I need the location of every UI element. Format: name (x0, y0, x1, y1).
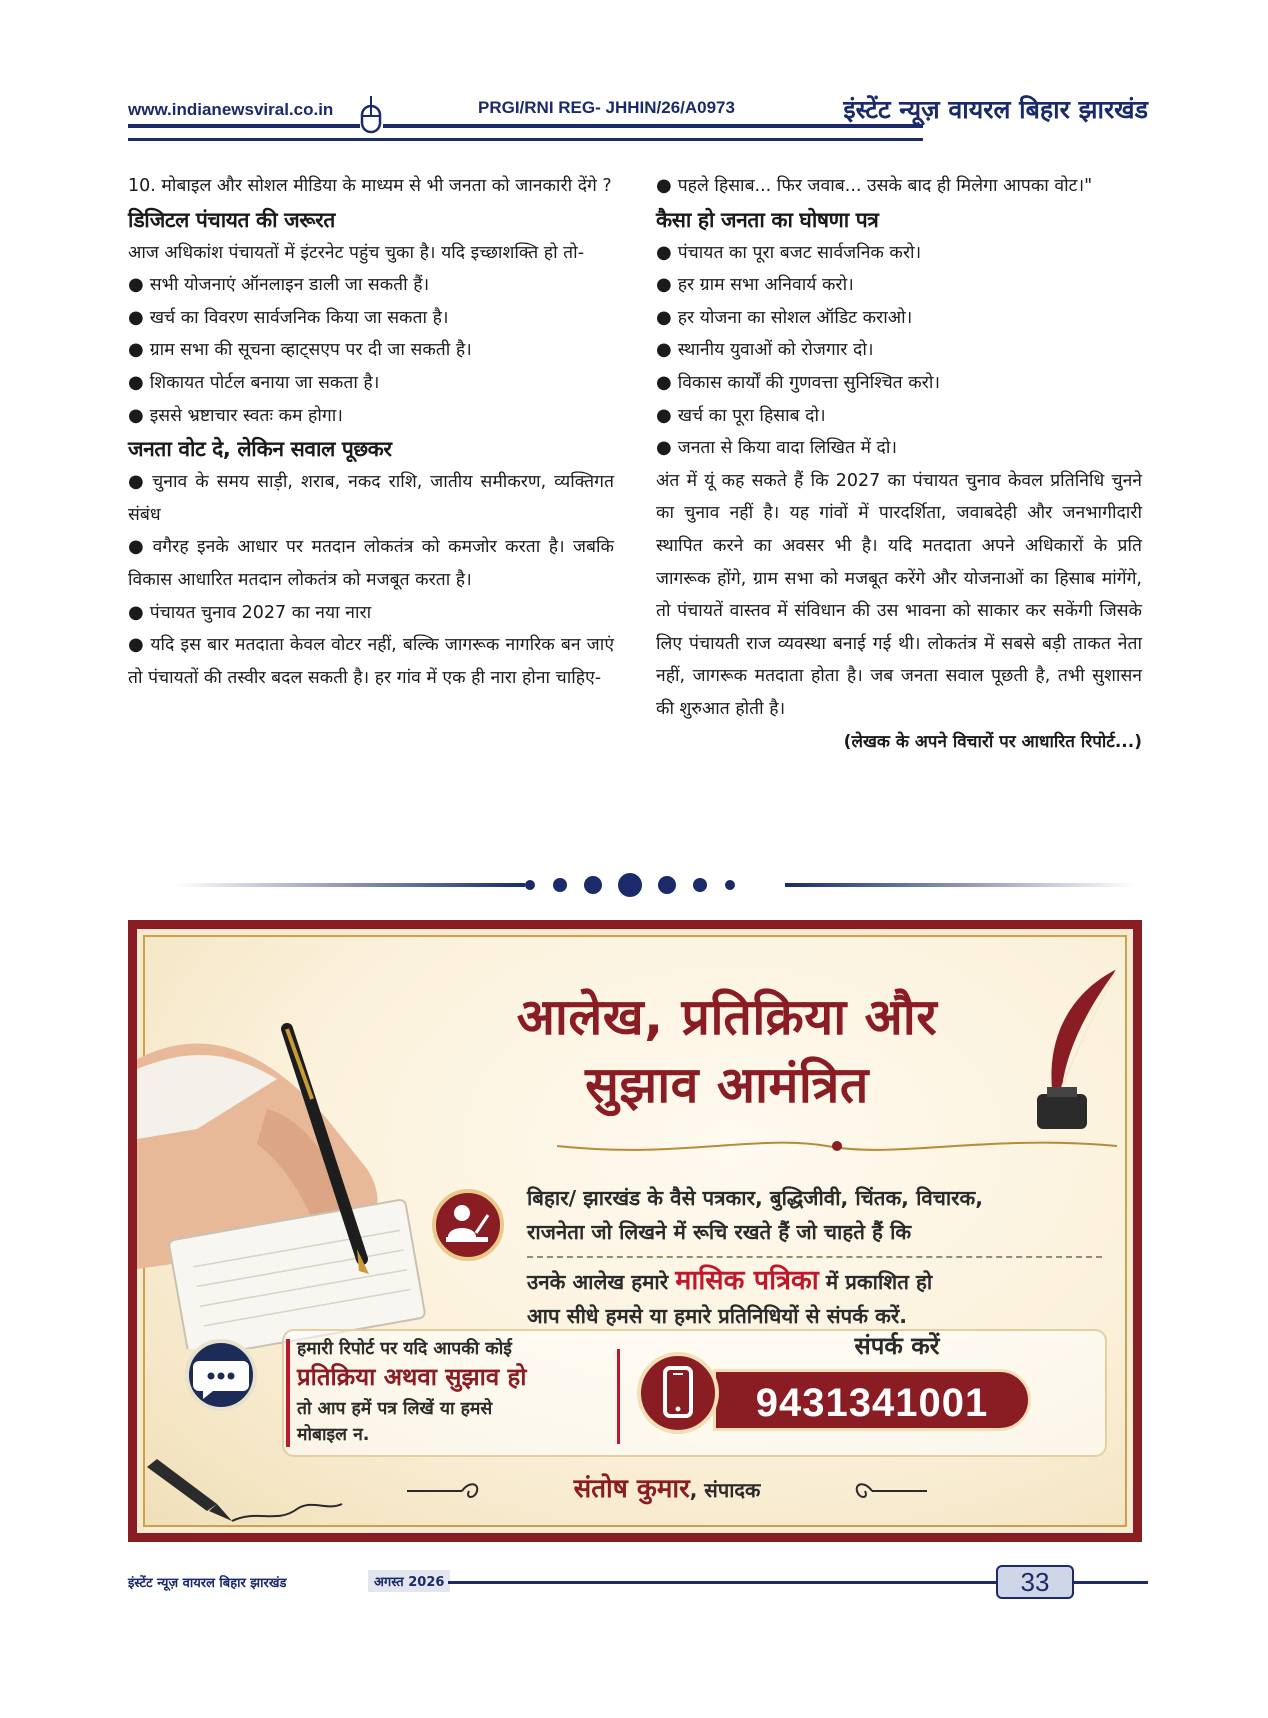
bullet-item: ● ग्राम सभा की सूचना व्हाट्सएप पर दी जा सकती है। (128, 334, 614, 367)
article-left-column (128, 170, 614, 694)
accent-bar (617, 1349, 620, 1444)
website-url[interactable]: www.indianewsviral.co.in (128, 100, 334, 119)
article-conclusion: अंत में यूं कह सकते हैं कि 2027 का पंचायत चुनाव केवल प्रतिनिधि चुनने का चुनाव नहीं है। यह गांवों में पारदर्शिता, जवाबदेही और जनभागीदारी स्थापित करने का अवसर भी है। यदि मतदाता अपने अधिकारों के प्रति जागरूक होंगे, ग्राम सभा को मजबूत करेंगे और योजनाओं का हिसाब मांगेंगे, तो पंचायतें वास्तव में संविधान की उस भावना को साकार कर सकेंगी जिसके लिए पंचायती राज व्यवस्था बनाई गई थी। लोकतंत्र में सबसे बड़ी ताकत नेता नहीं, जागरूक मतदाता होता है। जब जनता सवाल पूछती है, तभी सुशासन की शुरुआत होती है। (656, 470, 1142, 719)
invite-text-fragment: में प्रकाशित हो (825, 1270, 933, 1294)
quill-inkpot-icon (1017, 969, 1127, 1139)
bullet-item: ● चुनाव के समय साड़ी, शराब, नकद राशि, जातीय समीकरण, व्यक्तिगत संबंध (128, 466, 614, 531)
bullet-item: ● विकास कार्यों की गुणवत्ता सुनिश्चित करो। (656, 367, 1142, 400)
footer-publication-name: इंस्टेंट न्यूज़ वायरल बिहार झारखंड (128, 1576, 287, 1591)
bullet-item: ● सभी योजनाएं ऑनलाइन डाली जा सकती हैं। (128, 269, 614, 302)
bullet-item: ● खर्च का पूरा हिसाब दो। (656, 400, 1142, 433)
dashed-divider (527, 1256, 1102, 1258)
editor-signature (387, 1469, 947, 1513)
bullet-item: ● खर्च का विवरण सार्वजनिक किया जा सकता है। (128, 302, 614, 335)
header-rule (128, 124, 360, 128)
flourish-left-icon (407, 1479, 487, 1503)
bullet-item: ● यदि इस बार मतदाता केवल वोटर नहीं, बल्कि जागरूक नागरिक बन जाएं तो पंचायतों की तस्वीर बदल सकती है। हर गांव में एक ही नारा होना चाहिए- (128, 629, 614, 694)
article-right-column (656, 170, 1142, 758)
feedback-text-line: मोबाइल न. (297, 1425, 370, 1445)
contact-label: संपर्क करें (854, 1332, 940, 1360)
mobile-phone-icon (637, 1352, 719, 1434)
section-lead: आज अधिकांश पंचायतों में इंटरनेट पहुंच चुका है। यदि इच्छाशक्ति हो तो- (128, 242, 585, 263)
phone-number[interactable]: 9431341001 (713, 1369, 1031, 1431)
bullet-item: ● जनता से किया वादा लिखित में दो। (656, 432, 1142, 465)
footer-rule (1073, 1581, 1148, 1584)
ad-title-line-2: सुझाव आमंत्रित (585, 1056, 869, 1114)
bullet-item: ● हर योजना का सोशल ऑडिट कराओ। (656, 302, 1142, 335)
registration-number: PRGI/RNI REG- JHHIN/26/A0973 (478, 98, 735, 117)
page-number: 33 (996, 1565, 1074, 1599)
ad-title-line-1: आलेख, प्रतिक्रिया और (516, 988, 938, 1046)
bullet-item: ● पंचायत का पूरा बजट सार्वजनिक करो। (656, 237, 1142, 270)
page-header (128, 96, 1148, 152)
fountain-pen-icon (147, 1449, 347, 1529)
mouse-icon (359, 96, 383, 134)
invite-text-line: राजनेता जो लिखने में रूचि रखते हैं जो चाहते हैं कि (527, 1220, 912, 1244)
feedback-text-line: हमारी रिपोर्ट पर यदि आपकी कोई (297, 1339, 512, 1359)
page-footer (128, 1565, 1148, 1605)
monthly-magazine-highlight: मासिक पत्रिका (675, 1265, 819, 1296)
footer-rule (448, 1581, 998, 1584)
header-rule (128, 138, 923, 141)
chat-bubble-icon (185, 1339, 257, 1411)
bullet-item: ● शिकायत पोर्टल बनाया जा सकता है। (128, 367, 614, 400)
bullet-item: ● इससे भ्रष्टाचार स्वतः कम होगा। (128, 400, 614, 433)
feedback-text-line: तो आप हमें पत्र लिखें या हमसे (297, 1399, 493, 1419)
editor-name: संतोष कुमार (573, 1474, 690, 1504)
accent-bar (286, 1339, 290, 1447)
bullet-item: ● स्थानीय युवाओं को रोजगार दो। (656, 334, 1142, 367)
section-heading: डिजिटल पंचायत की जरूरत (128, 207, 335, 232)
writer-icon (432, 1189, 504, 1261)
publication-name: इंस्टेंट न्यूज़ वायरल बिहार झारखंड (843, 95, 1148, 124)
invite-text-line (527, 1264, 932, 1299)
section-divider (175, 870, 1135, 900)
bullet-item: ● पंचायत चुनाव 2027 का नया नारा (128, 597, 614, 630)
article-intro: 10. मोबाइल और सोशल मीडिया के माध्यम से भी जनता को जानकारी देंगे ? (128, 176, 612, 196)
writing-hand-illustration (137, 969, 467, 1349)
bullet-item: ● हर ग्राम सभा अनिवार्य करो। (656, 269, 1142, 302)
author-note: (लेखक के अपने विचारों पर आधारित रिपोर्ट...) (843, 731, 1142, 752)
invite-text-line: आप सीधे हमसे या हमारे प्रतिनिधियों से संपर्क करें. (527, 1304, 907, 1328)
invitation-advertisement (128, 920, 1142, 1542)
section-heading: जनता वोट दे, लेकिन सवाल पूछकर (128, 437, 392, 462)
decorative-swirl (557, 1129, 1117, 1163)
header-rule (383, 124, 923, 128)
bullet-item: ● वगैरह इनके आधार पर मतदान लोकतंत्र को कमजोर करता है। जबकि विकास आधारित मतदान लोकतंत्र को मजबूत करता है। (128, 531, 614, 596)
editor-role: , संपादक (689, 1478, 761, 1502)
feedback-highlight: प्रतिक्रिया अथवा सुझाव हो (297, 1363, 527, 1391)
slogan: ● पहले हिसाब... फिर जवाब... उसके बाद ही मिलेगा आपका वोट।" (656, 170, 1142, 203)
flourish-right-icon (847, 1479, 927, 1503)
issue-month: अगस्त 2026 (368, 1570, 450, 1592)
section-heading: कैसा हो जनता का घोषणा पत्र (656, 207, 879, 232)
invite-text-fragment: उनके आलेख हमारे (527, 1270, 669, 1294)
invite-text-line: बिहार/ झारखंड के वैसे पत्रकार, बुद्धिजीवी, चिंतक, विचारक, (527, 1186, 984, 1210)
